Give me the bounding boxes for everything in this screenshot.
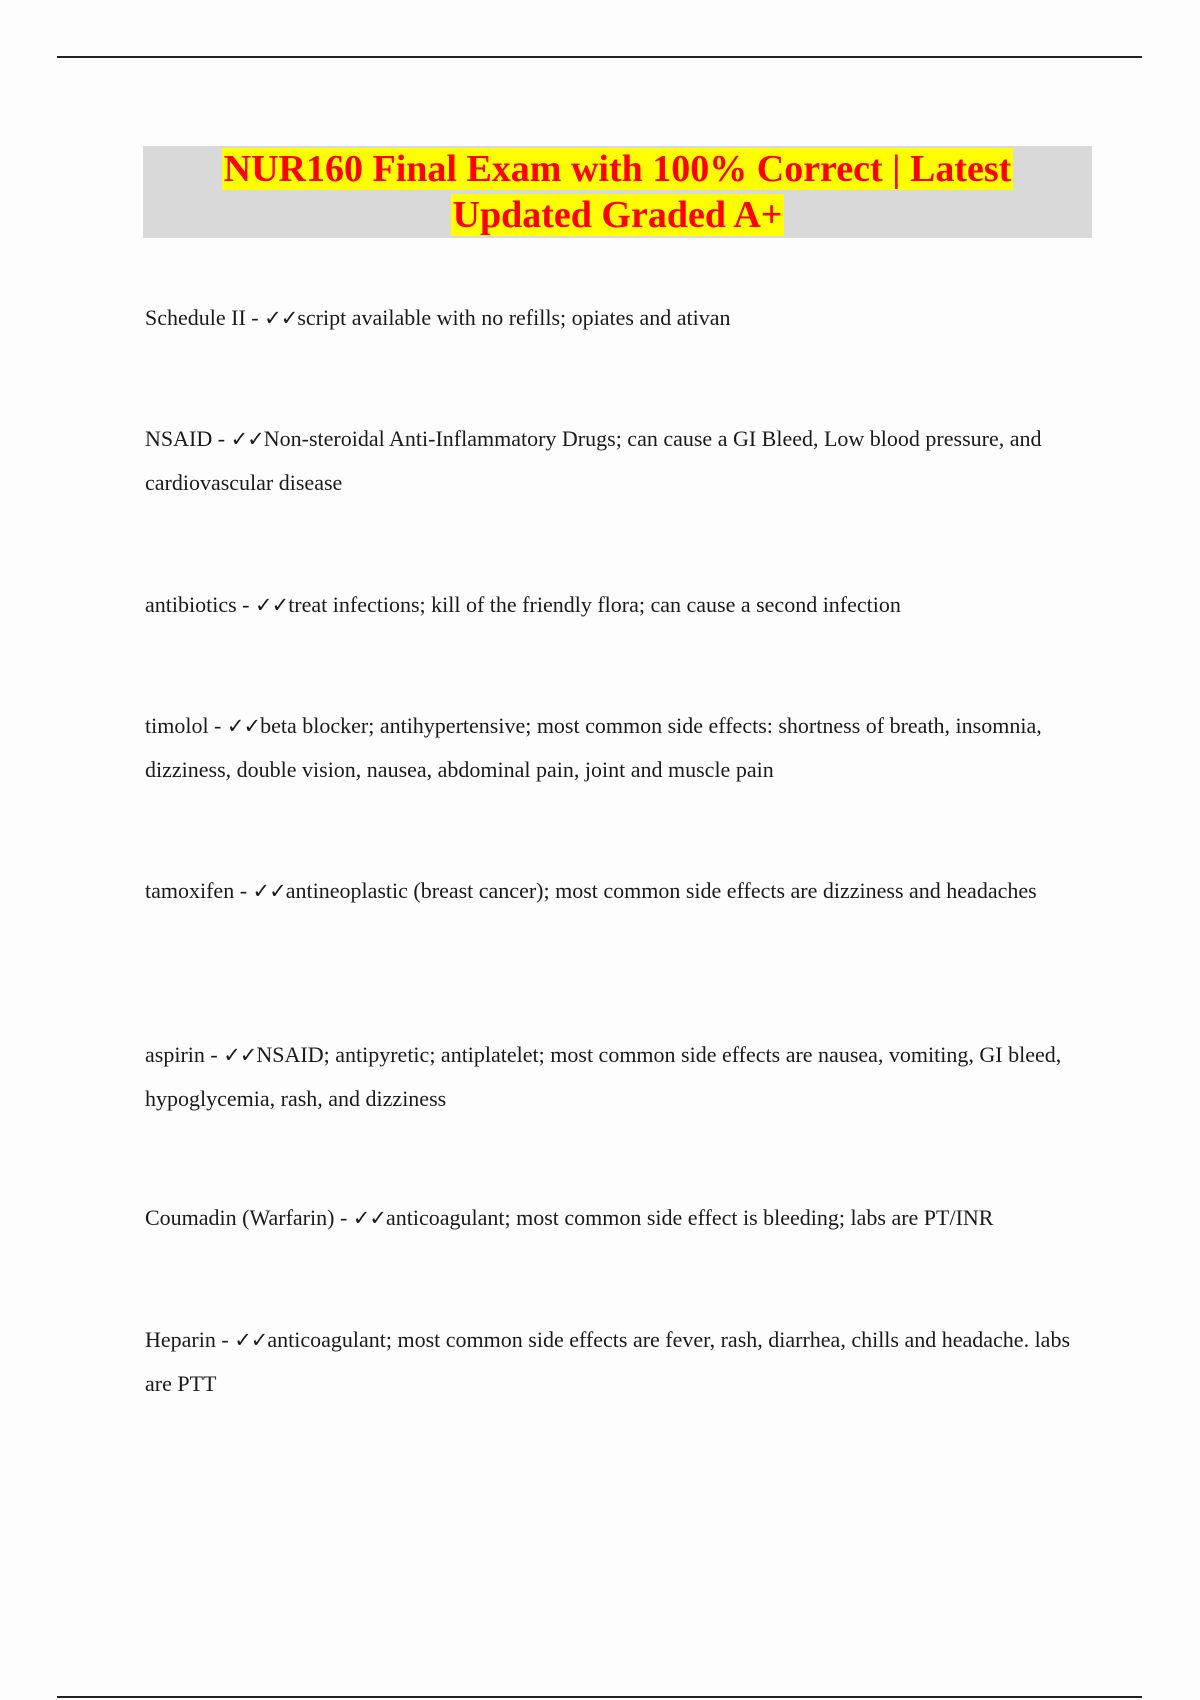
list-item: [145, 1318, 1095, 1406]
entry-definition: beta blocker; antihypertensive; most common side effects: shortness of breath, insomnia, dizziness, double vision, nausea, abdominal pain, joint and muscle pain: [145, 713, 1042, 782]
entry-definition: script available with no refills; opiates and ativan: [297, 305, 731, 330]
entry-definition: NSAID; antipyretic; antiplatelet; most common side effects are nausea, vomiting, GI bleed, hypoglycemia, rash, and dizziness: [145, 1042, 1062, 1111]
double-check-icon: ✓✓: [254, 593, 289, 617]
entry-definition: treat infections; kill of the friendly flora; can cause a second infection: [288, 592, 901, 617]
entry-definition: anticoagulant; most common side effects are fever, rash, diarrhea, chills and headache. labs are PTT: [145, 1327, 1071, 1396]
top-rule: [57, 56, 1142, 58]
entry-term: NSAID -: [145, 426, 231, 451]
list-item: [145, 296, 1095, 340]
entry-term: Heparin -: [145, 1327, 235, 1352]
double-check-icon: ✓✓: [230, 427, 264, 451]
entry-definition: antineoplastic (breast cancer); most common side effects are dizziness and headaches: [285, 878, 1037, 903]
double-check-icon: ✓✓: [234, 1328, 268, 1352]
double-check-icon: ✓✓: [264, 306, 298, 330]
list-item: [145, 1196, 1095, 1240]
list-item: [145, 869, 1095, 913]
list-item: [145, 417, 1095, 505]
double-check-icon: ✓✓: [226, 714, 261, 738]
title-banner: [143, 146, 1092, 238]
list-item: [145, 704, 1095, 792]
title-line-2: Updated Graded A+: [452, 194, 783, 236]
entry-term: antibiotics -: [145, 592, 255, 617]
entry-term: Schedule II -: [145, 305, 265, 330]
entry-definition: anticoagulant; most common side effect is bleeding; labs are PT/INR: [385, 1205, 994, 1230]
document-title: [222, 146, 1014, 238]
double-check-icon: ✓✓: [352, 1206, 386, 1230]
double-check-icon: ✓✓: [252, 879, 286, 903]
bottom-rule: [57, 1696, 1142, 1698]
entry-term: timolol -: [145, 713, 227, 738]
entry-definition: Non-steroidal Anti-Inflammatory Drugs; can cause a GI Bleed, Low blood pressure, and cardiovascular disease: [145, 426, 1042, 495]
double-check-icon: ✓✓: [223, 1043, 257, 1067]
entry-term: tamoxifen -: [145, 878, 253, 903]
title-line-1: NUR160 Final Exam with 100% Correct | Latest: [223, 148, 1012, 190]
list-item: [145, 1033, 1095, 1121]
list-item: [145, 583, 1095, 627]
entry-term: Coumadin (Warfarin) -: [145, 1205, 353, 1230]
entry-term: aspirin -: [145, 1042, 224, 1067]
